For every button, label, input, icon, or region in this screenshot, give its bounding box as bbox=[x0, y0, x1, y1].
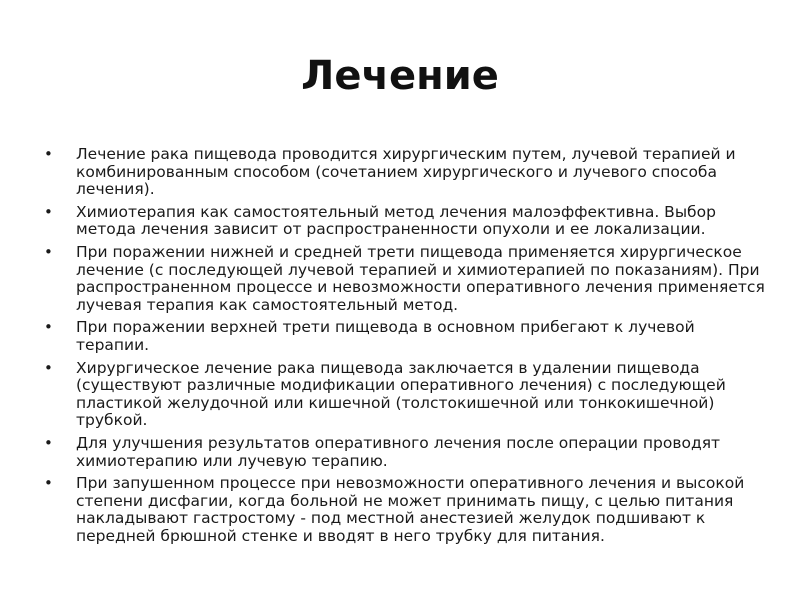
bullet-item bbox=[44, 244, 766, 314]
bullet-item bbox=[44, 435, 766, 470]
bullet-text: Для улучшения результатов оперативного лечения после операции проводят химиотерапию или лучевую терапию. bbox=[76, 433, 721, 470]
bullet-marker-icon: • bbox=[44, 202, 53, 221]
bullet-marker-icon: • bbox=[44, 474, 53, 493]
bullet-item bbox=[44, 146, 766, 199]
bullet-item bbox=[44, 319, 766, 354]
bullet-item bbox=[44, 360, 766, 430]
bullet-marker-icon: • bbox=[44, 433, 53, 452]
bullet-marker-icon: • bbox=[44, 358, 53, 377]
bullet-text: Хирургическое лечение рака пищевода заключается в удалении пищевода (существуют различные модификации оперативного лечения) с последующей пластикой желудочной или кишечной (толстокишечной или тонкокишечной) трубкой. bbox=[76, 358, 726, 430]
bullet-text: При запушенном процессе при невозможности оперативного лечения и высокой степени дисфагии, когда больной не может принимать пищу, с целью питания накладывают гастростому - под местной анестезией желудок подшивают к передней брюшной стенке и вводят в него трубку для питания. bbox=[76, 474, 745, 545]
bullet-list bbox=[44, 146, 766, 550]
bullet-item bbox=[44, 475, 766, 545]
bullet-text: При поражении нижней и средней трети пищевода применяется хирургическое лечение (с последующей лучевой терапией и химиотерапией по показаниям). При распространенном процессе и невозможности оперативного лечения применяется лучевая терапия как самостоятельный метод. bbox=[76, 242, 765, 314]
slide-title: Лечение bbox=[301, 53, 499, 99]
bullet-text: Химиотерапия как самостоятельный метод лечения малоэффективна. Выбор метода лечения зависит от распространенности опухоли и ее локализации. bbox=[76, 202, 716, 239]
bullet-item bbox=[44, 204, 766, 239]
bullet-marker-icon: • bbox=[44, 145, 53, 163]
bullet-text: При поражении верхней трети пищевода в основном прибегают к лучевой терапии. bbox=[76, 318, 695, 354]
bullet-text: Лечение рака пищевода проводится хирургическим путем, лучевой терапией и комбинированным способом (сочетанием хирургического и лучевого способа лечения). bbox=[76, 145, 736, 199]
bullet-marker-icon: • bbox=[44, 318, 53, 337]
bullet-marker-icon: • bbox=[44, 242, 53, 261]
